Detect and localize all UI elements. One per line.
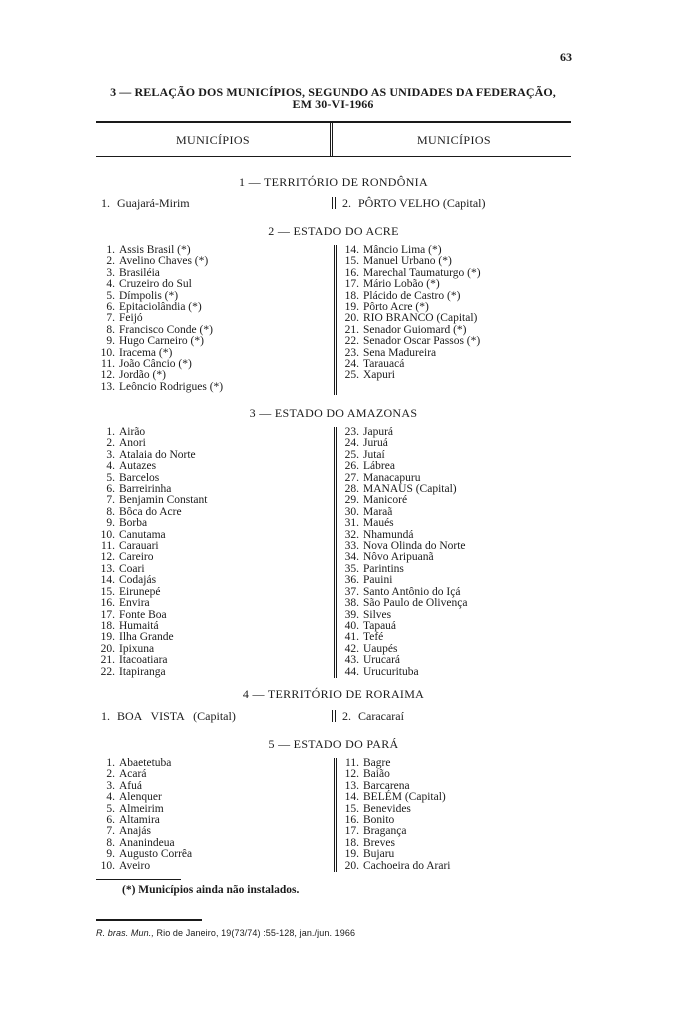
entry-number: 15. bbox=[344, 802, 359, 815]
list-item bbox=[340, 667, 467, 678]
municipality-name: MANAUS (Capital) bbox=[363, 483, 457, 496]
list-item bbox=[340, 632, 467, 643]
entry-number: 6. bbox=[106, 814, 115, 827]
municipality-name: Plácido de Castro (*) bbox=[363, 289, 461, 302]
list-item bbox=[340, 279, 481, 290]
entry-number: 43. bbox=[344, 654, 359, 667]
entry-number: 39. bbox=[344, 608, 359, 621]
list-item bbox=[96, 655, 207, 666]
municipality-name: Nova Olinda do Norte bbox=[363, 540, 466, 553]
municipality-name: Bagre bbox=[363, 757, 391, 769]
entry-number: 13. bbox=[100, 380, 115, 393]
list-item bbox=[96, 279, 223, 290]
entry-number: 12. bbox=[100, 369, 115, 382]
list-item bbox=[340, 348, 481, 359]
municipality-name: Dímpolis (*) bbox=[119, 289, 179, 302]
entry-number: 16. bbox=[344, 266, 359, 279]
entry-number: 8. bbox=[106, 505, 115, 518]
municipality-name: Hugo Carneiro (*) bbox=[119, 335, 204, 348]
entry-number: 24. bbox=[344, 358, 359, 371]
entry-number: 24. bbox=[344, 437, 359, 450]
municipality-name: Bragança bbox=[363, 825, 407, 838]
entry-number: 40. bbox=[344, 619, 359, 632]
entry-number: 6. bbox=[106, 301, 115, 314]
list-item bbox=[340, 610, 467, 621]
entry-number: 13. bbox=[344, 779, 359, 792]
entry-number: 38. bbox=[344, 597, 359, 610]
table-top-rule bbox=[96, 121, 571, 123]
municipality-name: Tefé bbox=[363, 631, 384, 644]
municipality-name: Francisco Conde (*) bbox=[119, 323, 213, 336]
list-item bbox=[340, 359, 481, 370]
entry-number: 2. bbox=[342, 196, 351, 210]
municipality-name: RIO BRANCO (Capital) bbox=[363, 312, 478, 325]
citation bbox=[96, 928, 355, 938]
list-item bbox=[340, 792, 451, 803]
entry-number: 9. bbox=[106, 517, 115, 530]
municipality-name: Manicoré bbox=[363, 494, 408, 507]
municipality-name: Urucará bbox=[363, 654, 401, 667]
entry-number: 4. bbox=[106, 278, 115, 291]
entry-number: 1. bbox=[106, 757, 115, 769]
municipality-name: Silves bbox=[363, 608, 392, 621]
entry-number: 5. bbox=[106, 289, 115, 302]
municipality-name: Breves bbox=[363, 836, 395, 849]
roraima-left-entry bbox=[101, 709, 236, 724]
entry-number: 11. bbox=[101, 540, 115, 553]
entry-number: 13. bbox=[100, 562, 115, 575]
list-item bbox=[340, 438, 467, 449]
municipality-name: Juruá bbox=[363, 437, 388, 450]
municipality-name: Coari bbox=[119, 562, 145, 575]
entry-number: 5. bbox=[106, 802, 115, 815]
list-item bbox=[96, 792, 192, 803]
municipality-name: Acará bbox=[119, 768, 147, 781]
list-item bbox=[96, 667, 207, 678]
entry-number: 2. bbox=[106, 255, 115, 268]
municipality-name: Baião bbox=[363, 768, 390, 781]
entry-number: 34. bbox=[344, 551, 359, 564]
entry-number: 1. bbox=[101, 196, 110, 210]
section-title-acre: 2 — ESTADO DO ACRE bbox=[268, 224, 399, 238]
municipality-name: Itapiranga bbox=[119, 665, 166, 678]
entry-number: 41. bbox=[344, 631, 359, 644]
entry-number: 19. bbox=[100, 631, 115, 644]
entry-number: 18. bbox=[344, 289, 359, 302]
municipality-name: BELÉM (Capital) bbox=[363, 791, 446, 804]
roraima-right-entry bbox=[332, 709, 404, 724]
municipality-name: Bôca do Acre bbox=[119, 505, 182, 518]
municipality-name: Lábrea bbox=[363, 460, 395, 473]
entry-number: 7. bbox=[106, 312, 115, 325]
list-item bbox=[96, 336, 223, 347]
municipality-name: Maraã bbox=[363, 505, 393, 518]
municipality-name: Nhamundá bbox=[363, 528, 414, 541]
list-item bbox=[340, 598, 467, 609]
municipality-name: Mário Lobão (*) bbox=[363, 278, 440, 291]
title-line-2: EM 30-VI-1966 bbox=[292, 97, 374, 111]
list-item bbox=[340, 849, 451, 860]
entry-number: 8. bbox=[106, 836, 115, 849]
entry-number: 8. bbox=[106, 323, 115, 336]
entry-number: 10. bbox=[100, 346, 115, 359]
citation-journal: R. bras. Mun., bbox=[96, 928, 154, 938]
list-item bbox=[96, 632, 207, 643]
column-header-left: MUNICÍPIOS bbox=[175, 133, 250, 147]
municipality-name: Leôncio Rodrigues (*) bbox=[119, 380, 224, 393]
amazonas-left-list bbox=[96, 427, 207, 678]
municipality-name: Bonito bbox=[363, 814, 395, 827]
entry-number: 7. bbox=[106, 494, 115, 507]
entry-number: 23. bbox=[344, 426, 359, 438]
entry-number: 14. bbox=[100, 574, 115, 587]
page-number: 63 bbox=[560, 50, 572, 64]
entry-number: 36. bbox=[344, 574, 359, 587]
list-item bbox=[96, 461, 207, 472]
municipality-name: Afuá bbox=[119, 779, 142, 792]
entry-number: 17. bbox=[344, 825, 359, 838]
table-header-rule bbox=[96, 156, 571, 157]
municipality-name: Airão bbox=[119, 426, 146, 438]
entry-number: 15. bbox=[344, 255, 359, 268]
municipality-name: Manacapuru bbox=[363, 471, 421, 484]
section-title-rondonia: 1 — TERRITÓRIO DE RONDÔNIA bbox=[239, 175, 428, 189]
municipality-name: Ilha Grande bbox=[119, 631, 174, 644]
municipality-name: Itacoatiara bbox=[119, 654, 168, 667]
document-title bbox=[96, 86, 570, 110]
municipality-name: Barcarena bbox=[363, 779, 410, 792]
header-column-divider bbox=[330, 123, 333, 156]
municipality-name: Tapauá bbox=[363, 619, 397, 632]
municipality-name: Tarauacá bbox=[363, 358, 405, 371]
municipality-name: Barreirinha bbox=[119, 483, 172, 496]
municipality-name: Mâncio Lima (*) bbox=[363, 244, 442, 256]
entry-number: 23. bbox=[344, 346, 359, 359]
municipality-name: Canutama bbox=[119, 528, 166, 541]
municipality-name: Senador Guiomard (*) bbox=[363, 323, 467, 336]
title-line-1: 3 — RELAÇÃO DOS MUNICÍPIOS, SEGUNDO AS UNIDADES DA FEDERAÇÃO, bbox=[110, 85, 556, 99]
municipality-name: Assis Brasil (*) bbox=[119, 244, 191, 256]
entry-number: 37. bbox=[344, 585, 359, 598]
list-item bbox=[96, 575, 207, 586]
section-title-roraima: 4 — TERRITÓRIO DE RORAIMA bbox=[242, 687, 425, 701]
municipality-name: Carauari bbox=[119, 540, 159, 553]
entry-number: 31. bbox=[344, 517, 359, 530]
entry-number: 11. bbox=[345, 757, 359, 769]
municipality-name: João Câncio (*) bbox=[119, 358, 192, 371]
entry-number: 2. bbox=[106, 437, 115, 450]
municipality-name: Japurá bbox=[363, 426, 394, 438]
municipality-name: Aveiro bbox=[119, 859, 151, 872]
municipality-name: Feijó bbox=[119, 312, 143, 325]
municipality-name: Caracaraí bbox=[358, 709, 404, 723]
list-item bbox=[340, 336, 481, 347]
column-header-right: MUNICÍPIOS bbox=[416, 133, 491, 147]
rondonia-right-entry bbox=[332, 196, 486, 211]
rondonia-left-entry bbox=[101, 196, 190, 211]
entry-number: 1. bbox=[106, 244, 115, 256]
list-item bbox=[96, 382, 223, 393]
municipality-name: Envira bbox=[119, 597, 150, 610]
entry-number: 32. bbox=[344, 528, 359, 541]
list-item bbox=[340, 450, 467, 461]
footnote: (*) Municípios ainda não instalados. bbox=[122, 884, 300, 896]
municipality-name: Bujaru bbox=[363, 848, 395, 861]
entry-number: 22. bbox=[344, 335, 359, 348]
municipality-name: Atalaia do Norte bbox=[119, 448, 196, 461]
list-item bbox=[340, 861, 451, 872]
municipality-name: Nôvo Aripuanã bbox=[363, 551, 434, 564]
entry-number: 20. bbox=[100, 642, 115, 655]
municipality-name: Barcelos bbox=[119, 471, 160, 484]
entry-number: 27. bbox=[344, 471, 359, 484]
municipality-name: Pauini bbox=[363, 574, 393, 587]
entry-number: 33. bbox=[344, 540, 359, 553]
municipality-name: Autazes bbox=[119, 460, 157, 473]
entry-number: 26. bbox=[344, 460, 359, 473]
entry-number: 10. bbox=[100, 859, 115, 872]
entry-number: 20. bbox=[344, 859, 359, 872]
entry-number: 29. bbox=[344, 494, 359, 507]
entry-number: 18. bbox=[344, 836, 359, 849]
municipality-name: Avelino Chaves (*) bbox=[119, 255, 209, 268]
municipality-name: Urucurituba bbox=[363, 665, 419, 678]
entry-number: 14. bbox=[344, 244, 359, 256]
amazonas-right-list bbox=[334, 427, 467, 678]
municipality-name: Fonte Boa bbox=[119, 608, 167, 621]
para-left-list bbox=[96, 758, 192, 872]
entry-number: 17. bbox=[100, 608, 115, 621]
entry-number: 5. bbox=[106, 471, 115, 484]
entry-number: 3. bbox=[106, 779, 115, 792]
municipality-name: Augusto Corrêa bbox=[119, 848, 193, 861]
list-item bbox=[96, 518, 207, 529]
list-item bbox=[96, 849, 192, 860]
list-item bbox=[340, 427, 467, 438]
entry-number: 3. bbox=[106, 448, 115, 461]
entry-number: 2. bbox=[106, 768, 115, 781]
entry-number: 12. bbox=[100, 551, 115, 564]
municipality-name: Borba bbox=[119, 517, 148, 530]
entry-number: 21. bbox=[100, 654, 115, 667]
list-item bbox=[340, 621, 467, 632]
entry-number: 4. bbox=[106, 460, 115, 473]
municipality-name: Careiro bbox=[119, 551, 154, 564]
list-item bbox=[340, 518, 467, 529]
municipality-name: Brasiléia bbox=[119, 266, 160, 279]
entry-number: 20. bbox=[344, 312, 359, 325]
column-divider-mark bbox=[332, 197, 336, 209]
municipality-name: Jutaí bbox=[363, 448, 385, 461]
entry-number: 15. bbox=[100, 585, 115, 598]
acre-left-list bbox=[96, 245, 223, 393]
entry-number: 19. bbox=[344, 301, 359, 314]
municipality-name: Senador Oscar Passos (*) bbox=[363, 335, 481, 348]
list-item bbox=[340, 507, 467, 518]
entry-number: 17. bbox=[344, 278, 359, 291]
entry-number: 25. bbox=[344, 369, 359, 382]
entry-number: 19. bbox=[344, 848, 359, 861]
list-item bbox=[340, 495, 467, 506]
municipality-name: Codajás bbox=[119, 574, 157, 587]
acre-right-list bbox=[334, 245, 481, 395]
municipality-name: Ananindeua bbox=[119, 836, 175, 849]
municipality-name: Guajará-Mirim bbox=[117, 196, 190, 210]
list-item bbox=[340, 644, 467, 655]
entry-number: 11. bbox=[101, 358, 115, 371]
entry-number: 12. bbox=[344, 768, 359, 781]
municipality-name: Cruzeiro do Sul bbox=[119, 278, 192, 291]
list-item bbox=[340, 461, 467, 472]
column-divider-mark bbox=[332, 710, 336, 722]
municipality-name: Sena Madureira bbox=[363, 346, 437, 359]
entry-number: 42. bbox=[344, 642, 359, 655]
entry-number: 9. bbox=[106, 335, 115, 348]
entry-number: 6. bbox=[106, 483, 115, 496]
entry-number: 28. bbox=[344, 483, 359, 496]
entry-number: 2. bbox=[342, 709, 351, 723]
list-item bbox=[96, 598, 207, 609]
para-right-list bbox=[334, 758, 451, 872]
municipality-name: Pôrto Acre (*) bbox=[363, 301, 429, 314]
section-title-para: 5 — ESTADO DO PARÁ bbox=[268, 737, 399, 751]
entry-number: 25. bbox=[344, 448, 359, 461]
municipality-name: São Paulo de Olivença bbox=[363, 597, 468, 610]
list-item bbox=[340, 655, 467, 666]
entry-number: 22. bbox=[100, 665, 115, 678]
entry-number: 16. bbox=[100, 597, 115, 610]
municipality-name: Marechal Taumaturgo (*) bbox=[363, 266, 481, 279]
entry-number: 9. bbox=[106, 848, 115, 861]
municipality-name: Almeirim bbox=[119, 802, 164, 815]
municipality-name: PÔRTO VELHO (Capital) bbox=[358, 196, 486, 210]
list-item bbox=[96, 861, 192, 872]
municipality-name: Abaetetuba bbox=[119, 757, 172, 769]
entry-number: 30. bbox=[344, 505, 359, 518]
municipality-name: Alenquer bbox=[119, 791, 162, 804]
entry-number: 1. bbox=[106, 426, 115, 438]
entry-number: 14. bbox=[344, 791, 359, 804]
entry-number: 18. bbox=[100, 619, 115, 632]
list-item bbox=[340, 575, 467, 586]
municipality-name: Uaupés bbox=[363, 642, 398, 655]
municipality-name: Parintins bbox=[363, 562, 404, 575]
list-item bbox=[340, 370, 481, 381]
municipality-name: Benjamin Constant bbox=[119, 494, 208, 507]
municipality-name: Santo Antônio do Içá bbox=[363, 585, 461, 598]
municipality-name: Altamira bbox=[119, 814, 160, 827]
entry-number: 21. bbox=[344, 323, 359, 336]
entry-number: 3. bbox=[106, 266, 115, 279]
list-item bbox=[96, 302, 223, 313]
municipality-name: Iracema (*) bbox=[119, 346, 173, 359]
municipality-name: Anori bbox=[119, 437, 146, 450]
entry-number: 10. bbox=[100, 528, 115, 541]
municipality-name: Benevides bbox=[363, 802, 411, 815]
municipality-name: BOA VISTA (Capital) bbox=[117, 709, 236, 723]
municipality-name: Ipixuna bbox=[119, 642, 155, 655]
section-title-amazonas: 3 — ESTADO DO AMAZONAS bbox=[249, 406, 418, 420]
municipality-name: Anajás bbox=[119, 825, 151, 838]
entry-number: 1. bbox=[101, 709, 110, 723]
list-item bbox=[340, 564, 467, 575]
municipality-name: Manuel Urbano (*) bbox=[363, 255, 452, 268]
municipality-name: Eirunepé bbox=[119, 585, 161, 598]
municipality-name: Epitaciolândia (*) bbox=[119, 301, 202, 314]
municipality-name: Jordão (*) bbox=[119, 369, 166, 382]
entry-number: 4. bbox=[106, 791, 115, 804]
citation-rule bbox=[96, 919, 202, 921]
entry-number: 44. bbox=[344, 665, 359, 678]
entry-number: 35. bbox=[344, 562, 359, 575]
footnote-rule bbox=[96, 879, 181, 880]
municipality-name: Cachoeira do Arari bbox=[363, 859, 451, 872]
municipality-name: Humaitá bbox=[119, 619, 159, 632]
municipality-name: Maués bbox=[363, 517, 394, 530]
municipality-name: Xapuri bbox=[363, 369, 395, 382]
entry-number: 16. bbox=[344, 814, 359, 827]
citation-details: Rio de Janeiro, 19(73/74) :55-128, jan./jun. 1966 bbox=[156, 928, 356, 938]
entry-number: 7. bbox=[106, 825, 115, 838]
